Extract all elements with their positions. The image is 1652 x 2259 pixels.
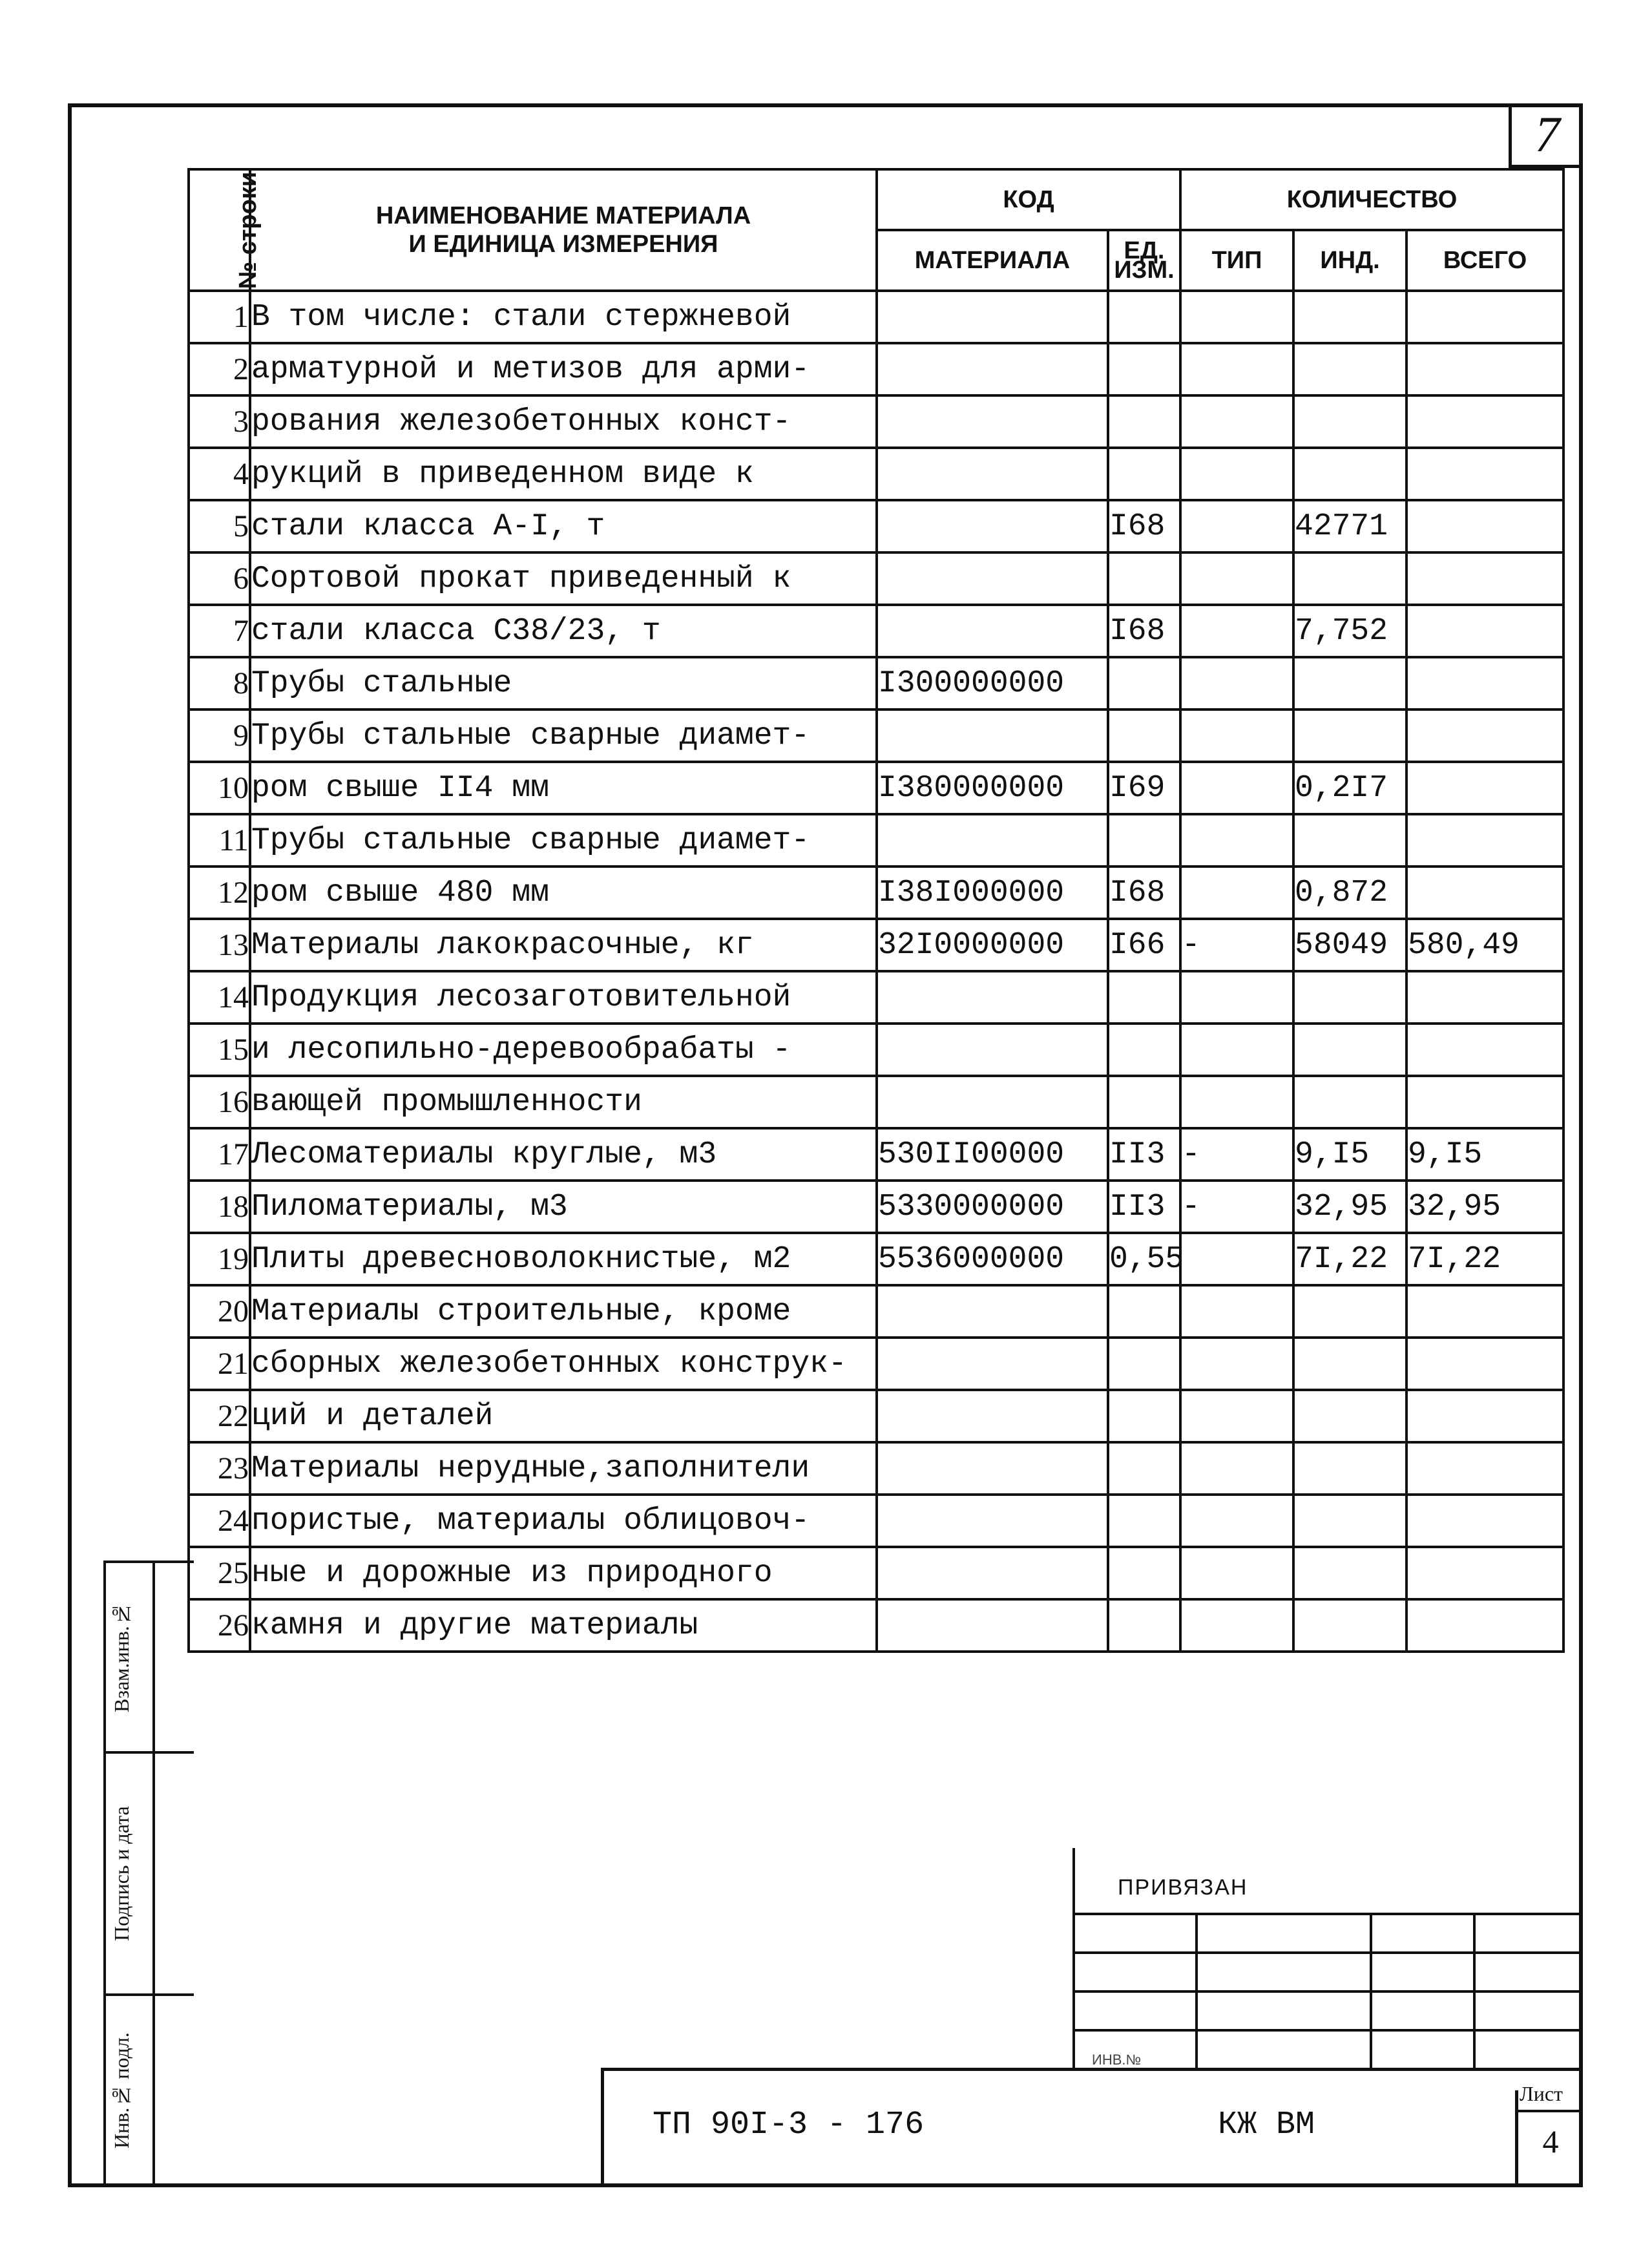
unit-code-cell: [1108, 291, 1180, 343]
row-number-cell: 7: [189, 605, 250, 657]
table-row: [189, 395, 1563, 448]
qty-typ-cell: [1180, 1495, 1293, 1547]
row-number-cell: 2: [189, 343, 250, 395]
row-number-cell: 17: [189, 1128, 250, 1181]
qty-typ-cell: [1180, 1024, 1293, 1076]
material-name-cell: Плиты древесноволокнистые, м2: [250, 1233, 877, 1285]
qty-typ-cell: [1180, 971, 1293, 1024]
material-code-cell: [877, 971, 1108, 1024]
qty-typ-cell: [1180, 605, 1293, 657]
material-name-cell: Материалы лакокрасочные, кг: [250, 919, 877, 971]
list-label: Лист: [1520, 2082, 1563, 2105]
qty-typ-cell: [1180, 1599, 1293, 1652]
stamp-line: [1072, 1913, 1583, 1915]
unit-code-cell: I68: [1108, 867, 1180, 919]
unit-code-cell: [1108, 1285, 1180, 1338]
stamp-line: [1370, 1913, 1372, 2068]
title-block-border: [601, 2068, 604, 2187]
unit-code-cell: [1108, 1495, 1180, 1547]
qty-ind-cell: [1293, 395, 1406, 448]
material-name-cell: сборных железобетонных конструк-: [250, 1338, 877, 1390]
table-row: [189, 1390, 1563, 1442]
name-header: НАИМЕНОВАНИЕ МАТЕРИАЛА И ЕДИНИЦА ИЗМЕРЕНИЯ: [250, 169, 877, 291]
material-name-cell: и лесопильно-деревообрабаты -: [250, 1024, 877, 1076]
table-row: [189, 1233, 1563, 1285]
row-number-cell: 12: [189, 867, 250, 919]
material-name-cell: ром свыше 480 мм: [250, 867, 877, 919]
qty-vsego-cell: [1406, 1599, 1563, 1652]
table-row: [189, 343, 1563, 395]
row-number-cell: 8: [189, 657, 250, 709]
stamp-line: [1072, 1990, 1583, 1993]
privyazan-label: ПРИВЯЗАН: [1118, 1875, 1248, 1900]
code-group-header: КОД: [877, 169, 1180, 230]
material-code-cell: [877, 343, 1108, 395]
qty-typ-cell: [1180, 1442, 1293, 1495]
material-name-cell: камня и другие материалы: [250, 1599, 877, 1652]
row-number-cell: 5: [189, 500, 250, 552]
unit-code-cell: [1108, 1547, 1180, 1599]
table-row: [189, 1547, 1563, 1599]
row-number-cell: 9: [189, 709, 250, 762]
table-row: [189, 448, 1563, 500]
vsego-header: ВСЕГО: [1406, 230, 1563, 291]
material-code-cell: I380000000: [877, 762, 1108, 814]
table-row: [189, 762, 1563, 814]
qty-typ-cell: [1180, 343, 1293, 395]
unit-code-cell: [1108, 1076, 1180, 1128]
table-row: [189, 1495, 1563, 1547]
document-code: ТП 90I-3 - 176: [653, 2107, 925, 2143]
material-code-cell: [877, 500, 1108, 552]
unit-code-cell: I66: [1108, 919, 1180, 971]
row-number-cell: 1: [189, 291, 250, 343]
strip-divider: [103, 1993, 194, 1996]
row-number-cell: 18: [189, 1181, 250, 1233]
qty-vsego-cell: [1406, 1495, 1563, 1547]
qty-vsego-cell: [1406, 971, 1563, 1024]
table-row: [189, 1599, 1563, 1652]
material-code-cell: [877, 709, 1108, 762]
qty-ind-cell: 0,2I7: [1293, 762, 1406, 814]
material-name-cell: рования железобетонных конст-: [250, 395, 877, 448]
unit-code-cell: [1108, 1024, 1180, 1076]
qty-typ-cell: [1180, 1390, 1293, 1442]
qty-vsego-cell: [1406, 709, 1563, 762]
qty-vsego-cell: [1406, 867, 1563, 919]
row-number-header: № строки: [189, 169, 250, 291]
qty-vsego-cell: [1406, 343, 1563, 395]
unit-code-cell: I68: [1108, 500, 1180, 552]
qty-ind-cell: [1293, 1285, 1406, 1338]
vzam-inv-label: Взам.инв.№: [110, 1602, 133, 1712]
qty-typ-cell: [1180, 1076, 1293, 1128]
unit-code-cell: [1108, 1338, 1180, 1390]
unit-code-cell: II3: [1108, 1181, 1180, 1233]
material-name-cell: В том числе: стали стержневой: [250, 291, 877, 343]
qty-vsego-cell: [1406, 814, 1563, 867]
qty-typ-cell: -: [1180, 1128, 1293, 1181]
qty-typ-cell: [1180, 448, 1293, 500]
strip-divider: [103, 1751, 194, 1754]
row-number-cell: 16: [189, 1076, 250, 1128]
qty-typ-cell: [1180, 867, 1293, 919]
qty-ind-cell: 32,95: [1293, 1181, 1406, 1233]
row-number-cell: 10: [189, 762, 250, 814]
row-number-cell: 19: [189, 1233, 250, 1285]
table-row: [189, 971, 1563, 1024]
qty-ind-cell: [1293, 291, 1406, 343]
material-code-cell: 5536000000: [877, 1233, 1108, 1285]
qty-typ-cell: [1180, 1285, 1293, 1338]
inv-number-label: ИНВ.№: [1092, 2052, 1142, 2068]
material-code-cell: 530II00000: [877, 1128, 1108, 1181]
qty-ind-cell: [1293, 343, 1406, 395]
row-number-cell: 26: [189, 1599, 250, 1652]
row-number-cell: 11: [189, 814, 250, 867]
stamp-line: [1072, 1848, 1075, 2068]
unit-code-cell: [1108, 448, 1180, 500]
table-row: [189, 500, 1563, 552]
qty-ind-cell: [1293, 971, 1406, 1024]
qty-typ-cell: [1180, 657, 1293, 709]
material-name-cell: Сортовой прокат приведенный к: [250, 552, 877, 605]
table-row: [189, 867, 1563, 919]
strip-divider: [103, 1560, 194, 1563]
material-code-cell: [877, 1285, 1108, 1338]
qty-vsego-cell: [1406, 500, 1563, 552]
material-name-cell: Материалы строительные, кроме: [250, 1285, 877, 1338]
table-row: [189, 657, 1563, 709]
qty-vsego-cell: [1406, 1285, 1563, 1338]
unit-code-cell: I68: [1108, 605, 1180, 657]
qty-ind-cell: 7,752: [1293, 605, 1406, 657]
material-code-cell: [877, 1495, 1108, 1547]
qty-vsego-cell: [1406, 762, 1563, 814]
list-number: 4: [1542, 2123, 1559, 2159]
material-code-cell: [877, 1024, 1108, 1076]
table-row: [189, 605, 1563, 657]
list-divider: [1515, 2110, 1583, 2112]
unit-header: ЕД. ИЗМ.: [1108, 230, 1180, 291]
qty-ind-cell: [1293, 1338, 1406, 1390]
qty-ind-cell: [1293, 814, 1406, 867]
material-name-cell: ций и деталей: [250, 1390, 877, 1442]
material-code-cell: [877, 1547, 1108, 1599]
ind-header: ИНД.: [1293, 230, 1406, 291]
table-row: [189, 709, 1563, 762]
material-name-cell: арматурной и метизов для арми-: [250, 343, 877, 395]
stamp-line: [1072, 2029, 1583, 2032]
unit-code-cell: [1108, 395, 1180, 448]
qty-vsego-cell: [1406, 605, 1563, 657]
qty-vsego-cell: 7I,22: [1406, 1233, 1563, 1285]
qty-typ-cell: [1180, 500, 1293, 552]
qty-ind-cell: 42771: [1293, 500, 1406, 552]
row-number-cell: 24: [189, 1495, 250, 1547]
qty-typ-cell: [1180, 552, 1293, 605]
unit-code-cell: II3: [1108, 1128, 1180, 1181]
row-number-cell: 20: [189, 1285, 250, 1338]
qty-typ-cell: [1180, 1547, 1293, 1599]
table-row: [189, 1442, 1563, 1495]
qty-ind-cell: [1293, 1024, 1406, 1076]
material-code-cell: [877, 814, 1108, 867]
unit-code-cell: 0,55: [1108, 1233, 1180, 1285]
row-number-cell: 22: [189, 1390, 250, 1442]
qty-typ-cell: [1180, 1233, 1293, 1285]
qty-vsego-cell: 580,49: [1406, 919, 1563, 971]
table-row: [189, 1024, 1563, 1076]
qty-vsego-cell: [1406, 1442, 1563, 1495]
qty-typ-cell: -: [1180, 919, 1293, 971]
material-code-cell: I38I000000: [877, 867, 1108, 919]
qty-ind-cell: [1293, 552, 1406, 605]
unit-code-cell: [1108, 1599, 1180, 1652]
qty-ind-cell: 0,872: [1293, 867, 1406, 919]
table-row: [189, 919, 1563, 971]
row-number-cell: 25: [189, 1547, 250, 1599]
material-code-cell: 32I0000000: [877, 919, 1108, 971]
qty-ind-cell: [1293, 657, 1406, 709]
table-row: [189, 1076, 1563, 1128]
material-name-cell: пористые, материалы облицовоч-: [250, 1495, 877, 1547]
row-number-cell: 4: [189, 448, 250, 500]
qty-vsego-cell: [1406, 448, 1563, 500]
material-name-cell: стали класса А-I, т: [250, 500, 877, 552]
material-code-cell: [877, 291, 1108, 343]
material-code-cell: [877, 1599, 1108, 1652]
qty-ind-cell: 7I,22: [1293, 1233, 1406, 1285]
qty-typ-cell: [1180, 1338, 1293, 1390]
table-row: [189, 552, 1563, 605]
qty-ind-cell: [1293, 1547, 1406, 1599]
material-code-cell: [877, 1338, 1108, 1390]
row-number-cell: 15: [189, 1024, 250, 1076]
qty-typ-cell: [1180, 814, 1293, 867]
row-number-cell: 3: [189, 395, 250, 448]
material-name-cell: ром свыше II4 мм: [250, 762, 877, 814]
qty-vsego-cell: 9,I5: [1406, 1128, 1563, 1181]
unit-code-cell: [1108, 814, 1180, 867]
qty-ind-cell: [1293, 1599, 1406, 1652]
material-code-cell: [877, 552, 1108, 605]
unit-code-cell: [1108, 657, 1180, 709]
material-name-cell: Трубы стальные сварные диамет-: [250, 814, 877, 867]
material-code-cell: [877, 1076, 1108, 1128]
material-code-cell: [877, 395, 1108, 448]
qty-ind-cell: [1293, 448, 1406, 500]
unit-code-cell: [1108, 709, 1180, 762]
material-name-cell: Лесоматериалы круглые, м3: [250, 1128, 877, 1181]
qty-typ-cell: [1180, 709, 1293, 762]
qty-typ-cell: [1180, 291, 1293, 343]
unit-code-cell: [1108, 971, 1180, 1024]
inv-podl-label: Инв.№ подл.: [110, 2032, 133, 2149]
unit-code-cell: [1108, 1390, 1180, 1442]
qty-ind-cell: [1293, 1495, 1406, 1547]
unit-code-cell: I69: [1108, 762, 1180, 814]
qty-ind-cell: [1293, 709, 1406, 762]
row-number-cell: 14: [189, 971, 250, 1024]
qty-vsego-cell: [1406, 1390, 1563, 1442]
row-number-cell: 13: [189, 919, 250, 971]
material-name-cell: вающей промышленности: [250, 1076, 877, 1128]
material-name-cell: стали класса С38/23, т: [250, 605, 877, 657]
stamp-line: [1195, 1913, 1198, 2068]
material-name-cell: Пиломатериалы, м3: [250, 1181, 877, 1233]
table-row: [189, 814, 1563, 867]
row-number-cell: 21: [189, 1338, 250, 1390]
unit-code-cell: [1108, 343, 1180, 395]
material-code-header: МАТЕРИАЛА: [877, 230, 1108, 291]
qty-ind-cell: 58049: [1293, 919, 1406, 971]
material-name-cell: рукций в приведенном виде к: [250, 448, 877, 500]
material-name-cell: Трубы стальные: [250, 657, 877, 709]
document-mark: КЖ ВМ: [1218, 2107, 1315, 2143]
table-row: [189, 1285, 1563, 1338]
qty-vsego-cell: [1406, 291, 1563, 343]
title-block-border: [601, 2068, 1583, 2071]
material-name-cell: ные и дорожные из природного: [250, 1547, 877, 1599]
unit-code-cell: [1108, 1442, 1180, 1495]
qty-typ-cell: -: [1180, 1181, 1293, 1233]
qty-vsego-cell: [1406, 1024, 1563, 1076]
qty-vsego-cell: [1406, 1547, 1563, 1599]
unit-code-cell: [1108, 552, 1180, 605]
qty-ind-cell: [1293, 1390, 1406, 1442]
podpis-data-label: Подпись и дата: [110, 1806, 133, 1942]
material-name-cell: Продукция лесозаготовительной: [250, 971, 877, 1024]
row-number-cell: 6: [189, 552, 250, 605]
table-row: [189, 1181, 1563, 1233]
qty-typ-cell: [1180, 762, 1293, 814]
qty-vsego-cell: [1406, 552, 1563, 605]
qty-ind-cell: 9,I5: [1293, 1128, 1406, 1181]
typ-header: ТИП: [1180, 230, 1293, 291]
sheet-number: 7: [1509, 103, 1583, 168]
qty-vsego-cell: [1406, 395, 1563, 448]
qty-ind-cell: [1293, 1442, 1406, 1495]
qty-vsego-cell: [1406, 1338, 1563, 1390]
quantity-group-header: КОЛИЧЕСТВО: [1180, 169, 1563, 230]
qty-typ-cell: [1180, 395, 1293, 448]
table-row: [189, 291, 1563, 343]
qty-ind-cell: [1293, 1076, 1406, 1128]
stamp-line: [1473, 1913, 1476, 2068]
qty-vsego-cell: [1406, 1076, 1563, 1128]
material-code-cell: [877, 448, 1108, 500]
materials-table: [187, 168, 1565, 1653]
material-code-cell: [877, 1442, 1108, 1495]
material-code-cell: I300000000: [877, 657, 1108, 709]
material-name-cell: Трубы стальные сварные диамет-: [250, 709, 877, 762]
qty-vsego-cell: 32,95: [1406, 1181, 1563, 1233]
stamp-line: [1072, 1951, 1583, 1954]
table-row: [189, 1128, 1563, 1181]
material-code-cell: 5330000000: [877, 1181, 1108, 1233]
material-name-cell: Материалы нерудные,заполнители: [250, 1442, 877, 1495]
material-code-cell: [877, 605, 1108, 657]
row-number-cell: 23: [189, 1442, 250, 1495]
material-code-cell: [877, 1390, 1108, 1442]
qty-vsego-cell: [1406, 657, 1563, 709]
table-row: [189, 1338, 1563, 1390]
